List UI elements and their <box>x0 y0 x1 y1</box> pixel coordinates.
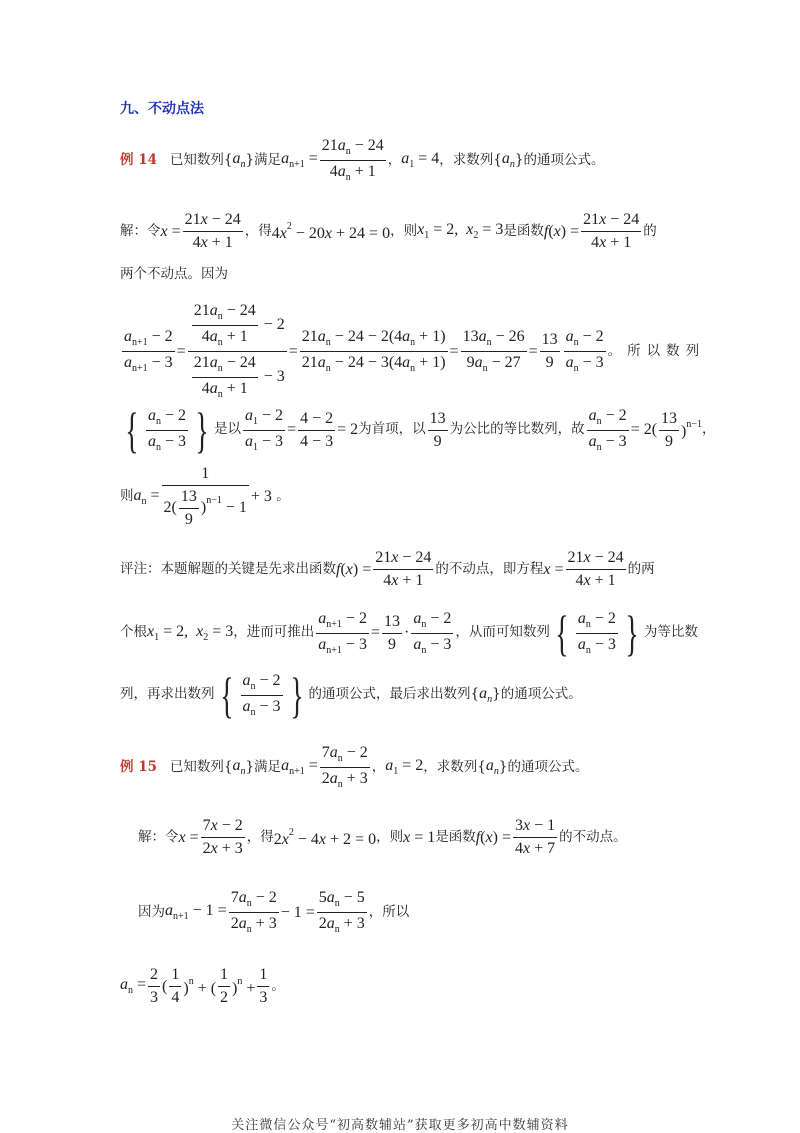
note-line1: 评注：本题解题的关键是先求出函数 f(x) = $\frac{21x - 24}{4x + 1}$ 的不动点，即方程 x = $\frac{21x - 24}{4x + 1}$ 的两 <box>120 549 655 589</box>
example-14-result: 则 $a_n$ = 1 2( $\frac{13}{9}$ )$^{n-1}$ − 1 + 3 。 <box>120 465 290 528</box>
example-14-label: 例 14 <box>120 151 157 168</box>
example-14-solution-line1: 解：令 x = $\frac{21x - 24}{4x + 1}$ ，得 $4x^2 - 20x + 24 = 0$ ，则 $x_1 = 2$, $x_2 = 3$ 是函数 f(x) = $\frac{21x - 24}{4x + 1}$ 的 <box>120 211 657 251</box>
section-title: 九、不动点法 <box>120 101 204 117</box>
geometric-line: { $a_n - 2$ $a_n - 3$ } 是以 $\frac{a_1 - 2}{a_1 - 3}$ = $\frac{4 - 2}{4 - 3}$ = 2 为首项，以 13 9 为公比的等比数列，故 $\frac{a_n - 2}{a_n - 3}$ = 2( 13 9 )$^{n-1}$ ， <box>125 402 716 458</box>
example-15-solution: 解：令 x = $\frac{7x - 2}{2x + 3}$ ，得 $2x^2 - 4x + 2 = 0$ ，则 x = 1 是函数 f(x) = $\frac{3x - 1}{4x + 7}$ 的不动点。 <box>138 817 627 857</box>
footer-promo: 关注微信公众号“初高数辅站”获取更多初高中数辅资料 <box>231 1118 569 1133</box>
compound-fraction: $\frac{21a_n - 24}{4a_n + 1}$ − 2 $\frac{21a_n - 24}{4a_n + 1}$ − 3 <box>188 303 287 400</box>
note-line2: 个根 $x_1 = 2$, $x_2 = 3$ ，进而可推出 $\frac{a_{n+1} - 2}{a_{n+1} - 3}$ = $\frac{13}{9}$ · $a_n - 2$ $a_n - 3$ ，从而可知数列 { $a_n - 2$ $a_n - 3$ } 为等比数 <box>120 605 698 661</box>
derivation-equation: $\frac{a_{n+1} - 2}{a_{n+1} - 3}$ = $\frac{21a_n - 24}{4a_n + 1}$ − 2 $\frac{21a_n - 24}{4a_n + 1}$ − 3 = $\frac{21a_n - 24 - 2(4a_n + 1)}{21a_n - 24 - 3(4a_n + 1)}$ = $\frac{13a_n - 26}{9a_n - 27}$ = $\frac{13}{9}$ $a_n - 2$ $a_n - 3$ 。所以数列 <box>124 302 706 400</box>
note-line3: 列，再求出数列 { $a_n - 2$ $a_n - 3$ } 的通项公式，最后求出数列{ $a_n$ }的通项公式。 <box>120 667 582 723</box>
example-15-statement: 例 15 已知数列{ $a_n$ }满足 $a_{n+1}$ = $\frac{7a_n - 2}{2a_n + 3}$ ， $a_1 = 2$ ，求数列{ $a_n$ }的通项公式。 <box>120 744 589 790</box>
example-15-label: 例 15 <box>120 758 157 775</box>
recurrence-fraction: $\frac{21a_n - 24}{4a_n + 1}$ <box>321 137 384 183</box>
example-14-solution-line2: 两个不动点。因为 <box>120 266 228 282</box>
example-15-result: $a_n$ = $\frac{2}{3}$ ( 1 4 )$^n$ + ( 1 2 )$^n$ + $\frac{1}{3}$ 。 <box>120 966 285 1006</box>
example-15-because: 因为 $a_{n+1} - 1$ = $\frac{7a_n - 2}{2a_n + 3}$ − 1 = $\frac{5a_n - 5}{2a_n + 3}$ ，所以 <box>138 889 410 935</box>
example-14-statement: 例 14 已知数列{ $a_n$ }满足 $a_{n+1}$ = $\frac{21a_n - 24}{4a_n + 1}$ ， $a_1 = 4$ ，求数列{ $a_n$ }的通项公式。 <box>120 137 605 183</box>
